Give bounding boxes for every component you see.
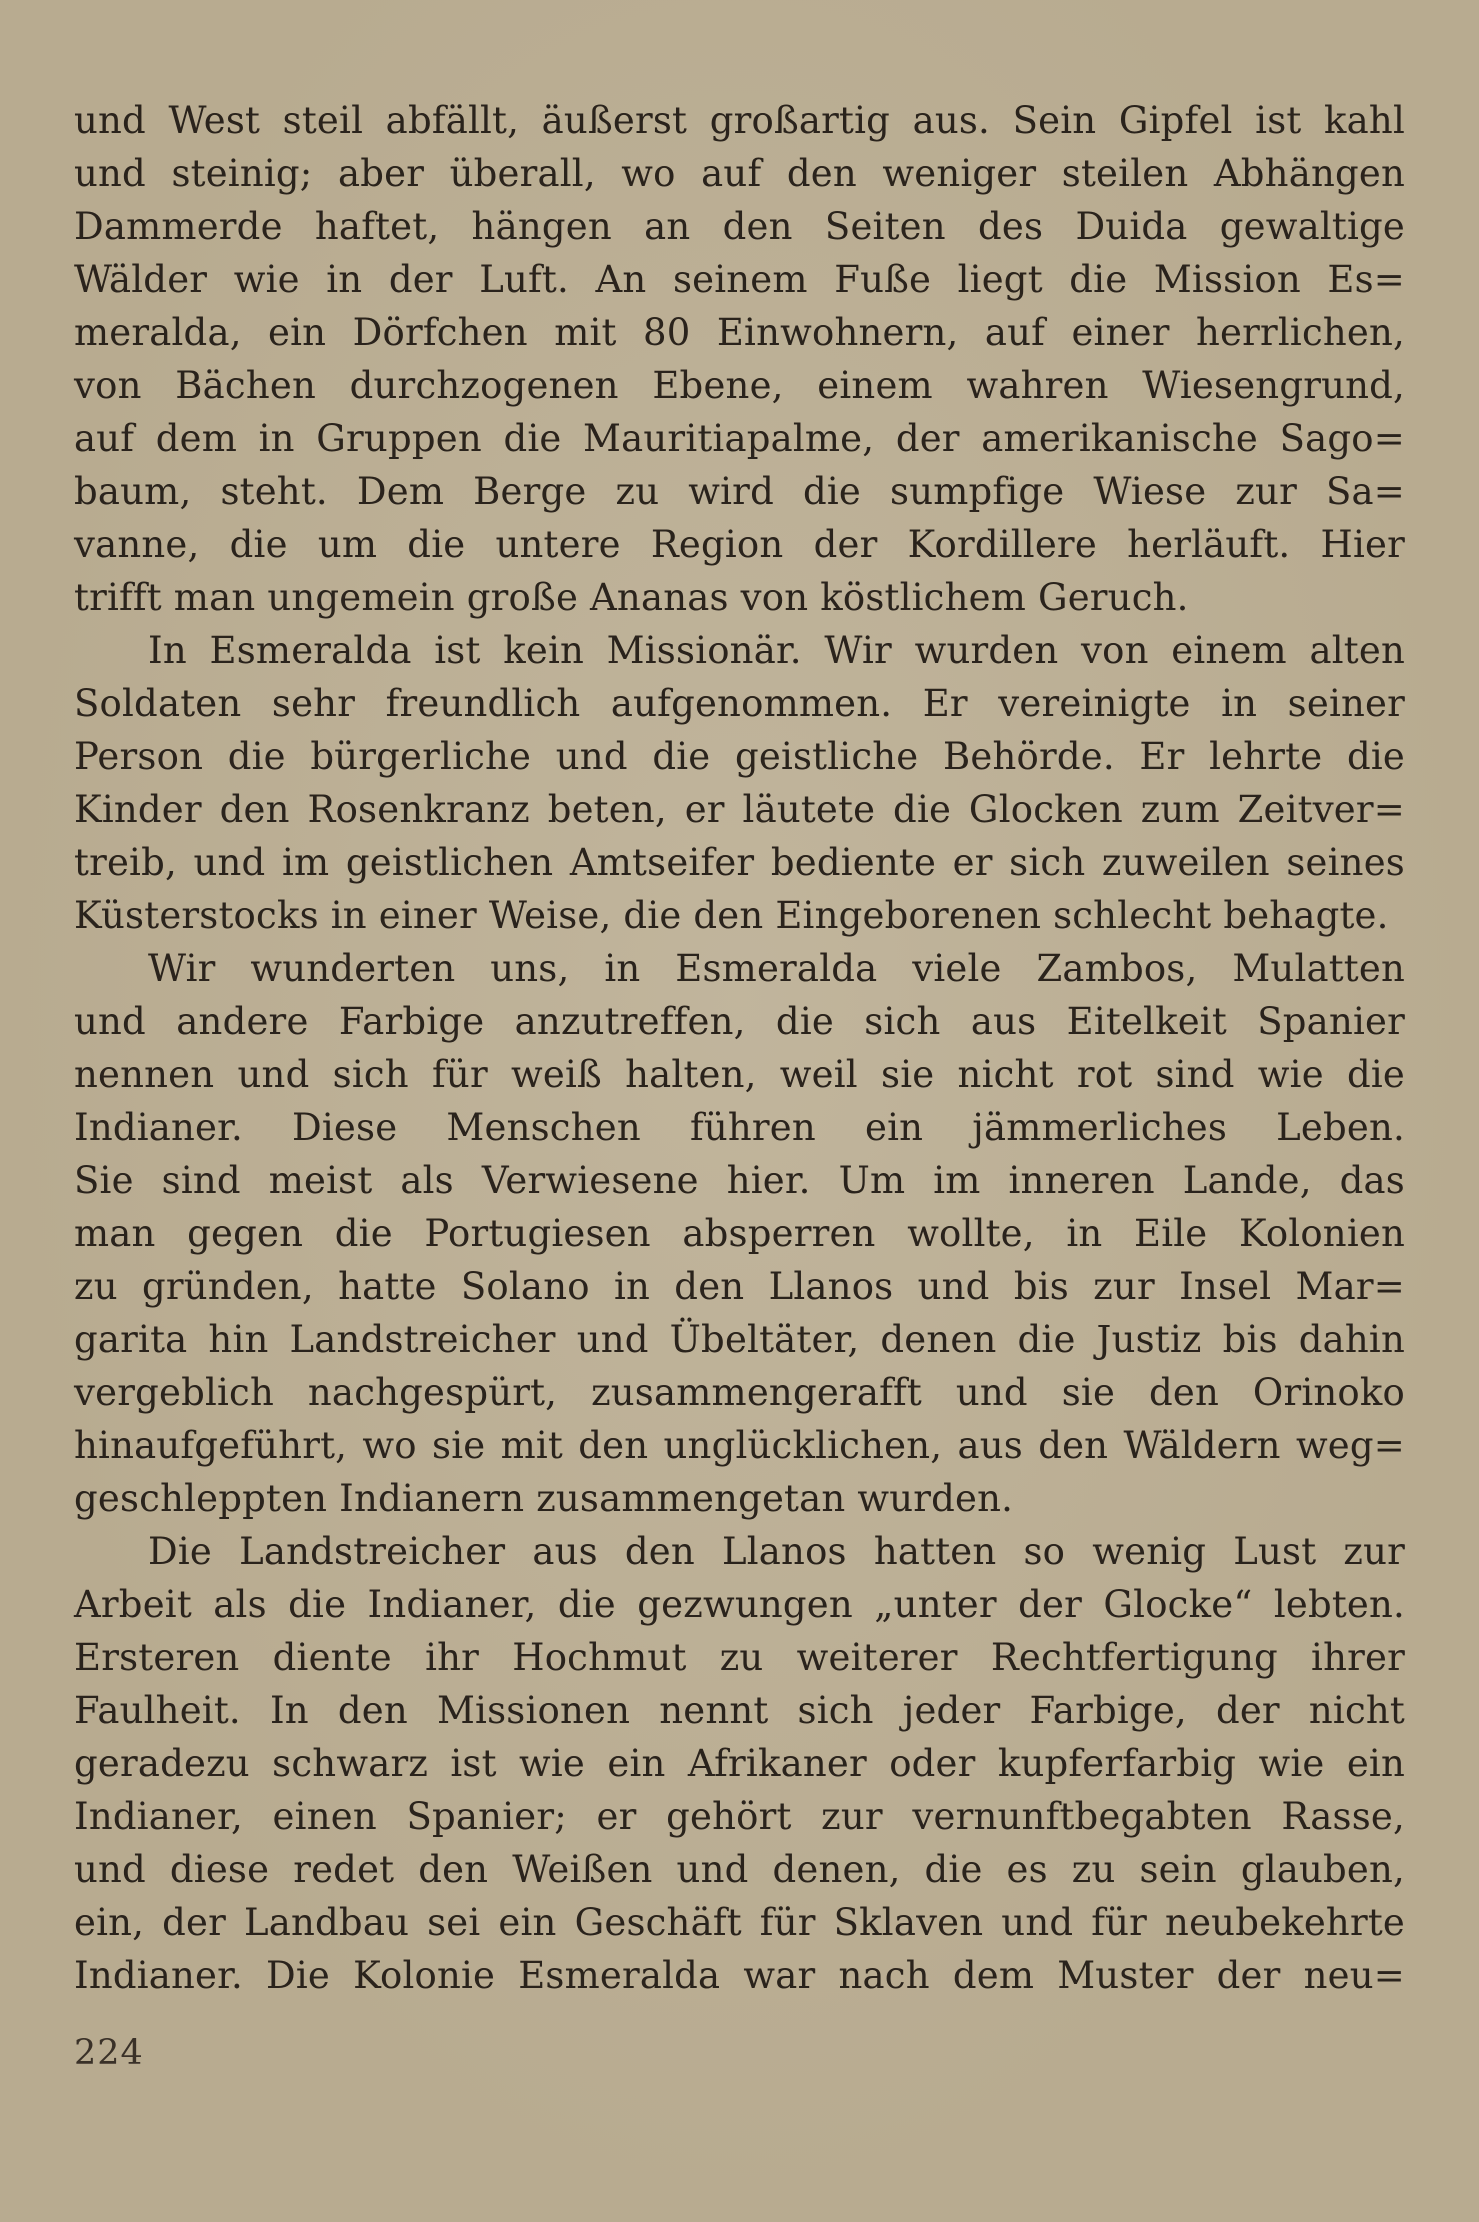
text-line: treib, und im geistlichen Amtseifer bediente er sich zuweilen seines [74,841,1405,884]
text-line: meralda, ein Dörfchen mit 80 Einwohnern, auf einer herrlichen, [74,311,1405,354]
text-line: Indianer. Die Kolonie Esmeralda war nach dem Muster der neu= [74,1954,1405,1997]
text-line: Indianer. Diese Menschen führen ein jämmerliches Leben. [74,1106,1405,1149]
text-line: garita hin Landstreicher und Übeltäter, denen die Justiz bis dahin [74,1318,1405,1361]
paragraph [74,94,1405,624]
text-line: geschleppten Indianern zusammengetan wurden. [74,1477,1014,1520]
text-line: Wälder wie in der Luft. An seinem Fuße liegt die Mission Es= [74,258,1405,301]
text-line: ein, der Landbau sei ein Geschäft für Sklaven und für neubekehrte [74,1901,1405,1944]
paragraph [74,1525,1405,2002]
text-line: zu gründen, hatte Solano in den Llanos und bis zur Insel Mar= [74,1265,1405,1308]
text-line: Kinder den Rosenkranz beten, er läutete die Glocken zum Zeitver= [74,788,1405,831]
text-line: In Esmeralda ist kein Missionär. Wir wurden von einem alten [148,629,1405,672]
text-line: Soldaten sehr freundlich aufgenommen. Er vereinigte in seiner [74,682,1405,725]
page-number: 224 [74,2033,144,2073]
text-line: und steinig; aber überall, wo auf den weniger steilen Abhängen [74,152,1405,195]
text-line: Dammerde haftet, hängen an den Seiten des Duida gewaltige [74,205,1405,248]
text-line: geradezu schwarz ist wie ein Afrikaner oder kupferfarbig wie ein [74,1742,1405,1785]
text-line: hinaufgeführt, wo sie mit den unglücklichen, aus den Wäldern weg= [74,1424,1405,1467]
text-line: Sie sind meist als Verwiesene hier. Um im inneren Lande, das [74,1159,1405,1202]
text-line: auf dem in Gruppen die Mauritiapalme, der amerikanische Sago= [74,417,1405,460]
text-line: Indianer, einen Spanier; er gehört zur vernunftbegabten Rasse, [74,1795,1405,1838]
text-line: vanne, die um die untere Region der Kordillere herläuft. Hier [74,523,1405,566]
text-line: und West steil abfällt, äußerst großartig aus. Sein Gipfel ist kahl [74,99,1405,142]
text-line: und diese redet den Weißen und denen, die es zu sein glauben, [74,1848,1405,1891]
paragraph [74,624,1405,942]
text-line: Faulheit. In den Missionen nennt sich jeder Farbige, der nicht [74,1689,1405,1732]
text-line: trifft man ungemein große Ananas von köstlichem Geruch. [74,576,1189,619]
paragraph [74,942,1405,1525]
body-text [74,94,1405,2002]
text-line: von Bächen durchzogenen Ebene, einem wahren Wiesengrund, [74,364,1405,407]
text-line: Wir wunderten uns, in Esmeralda viele Zambos, Mulatten [148,947,1405,990]
text-line: Person die bürgerliche und die geistliche Behörde. Er lehrte die [74,735,1405,778]
text-line: und andere Farbige anzutreffen, die sich aus Eitelkeit Spanier [74,1000,1405,1043]
text-line: Küsterstocks in einer Weise, die den Eingeborenen schlecht behagte. [74,894,1389,937]
text-line: nennen und sich für weiß halten, weil sie nicht rot sind wie die [74,1053,1405,1096]
text-line: Ersteren diente ihr Hochmut zu weiterer Rechtfertigung ihrer [74,1636,1405,1679]
text-line: baum, steht. Dem Berge zu wird die sumpfige Wiese zur Sa= [74,470,1405,513]
text-line: Arbeit als die Indianer, die gezwungen „unter der Glocke“ lebten. [74,1583,1405,1626]
text-line: Die Landstreicher aus den Llanos hatten so wenig Lust zur [148,1530,1405,1573]
text-line: man gegen die Portugiesen absperren wollte, in Eile Kolonien [74,1212,1405,1255]
text-line: vergeblich nachgespürt, zusammengerafft und sie den Orinoko [74,1371,1405,1414]
